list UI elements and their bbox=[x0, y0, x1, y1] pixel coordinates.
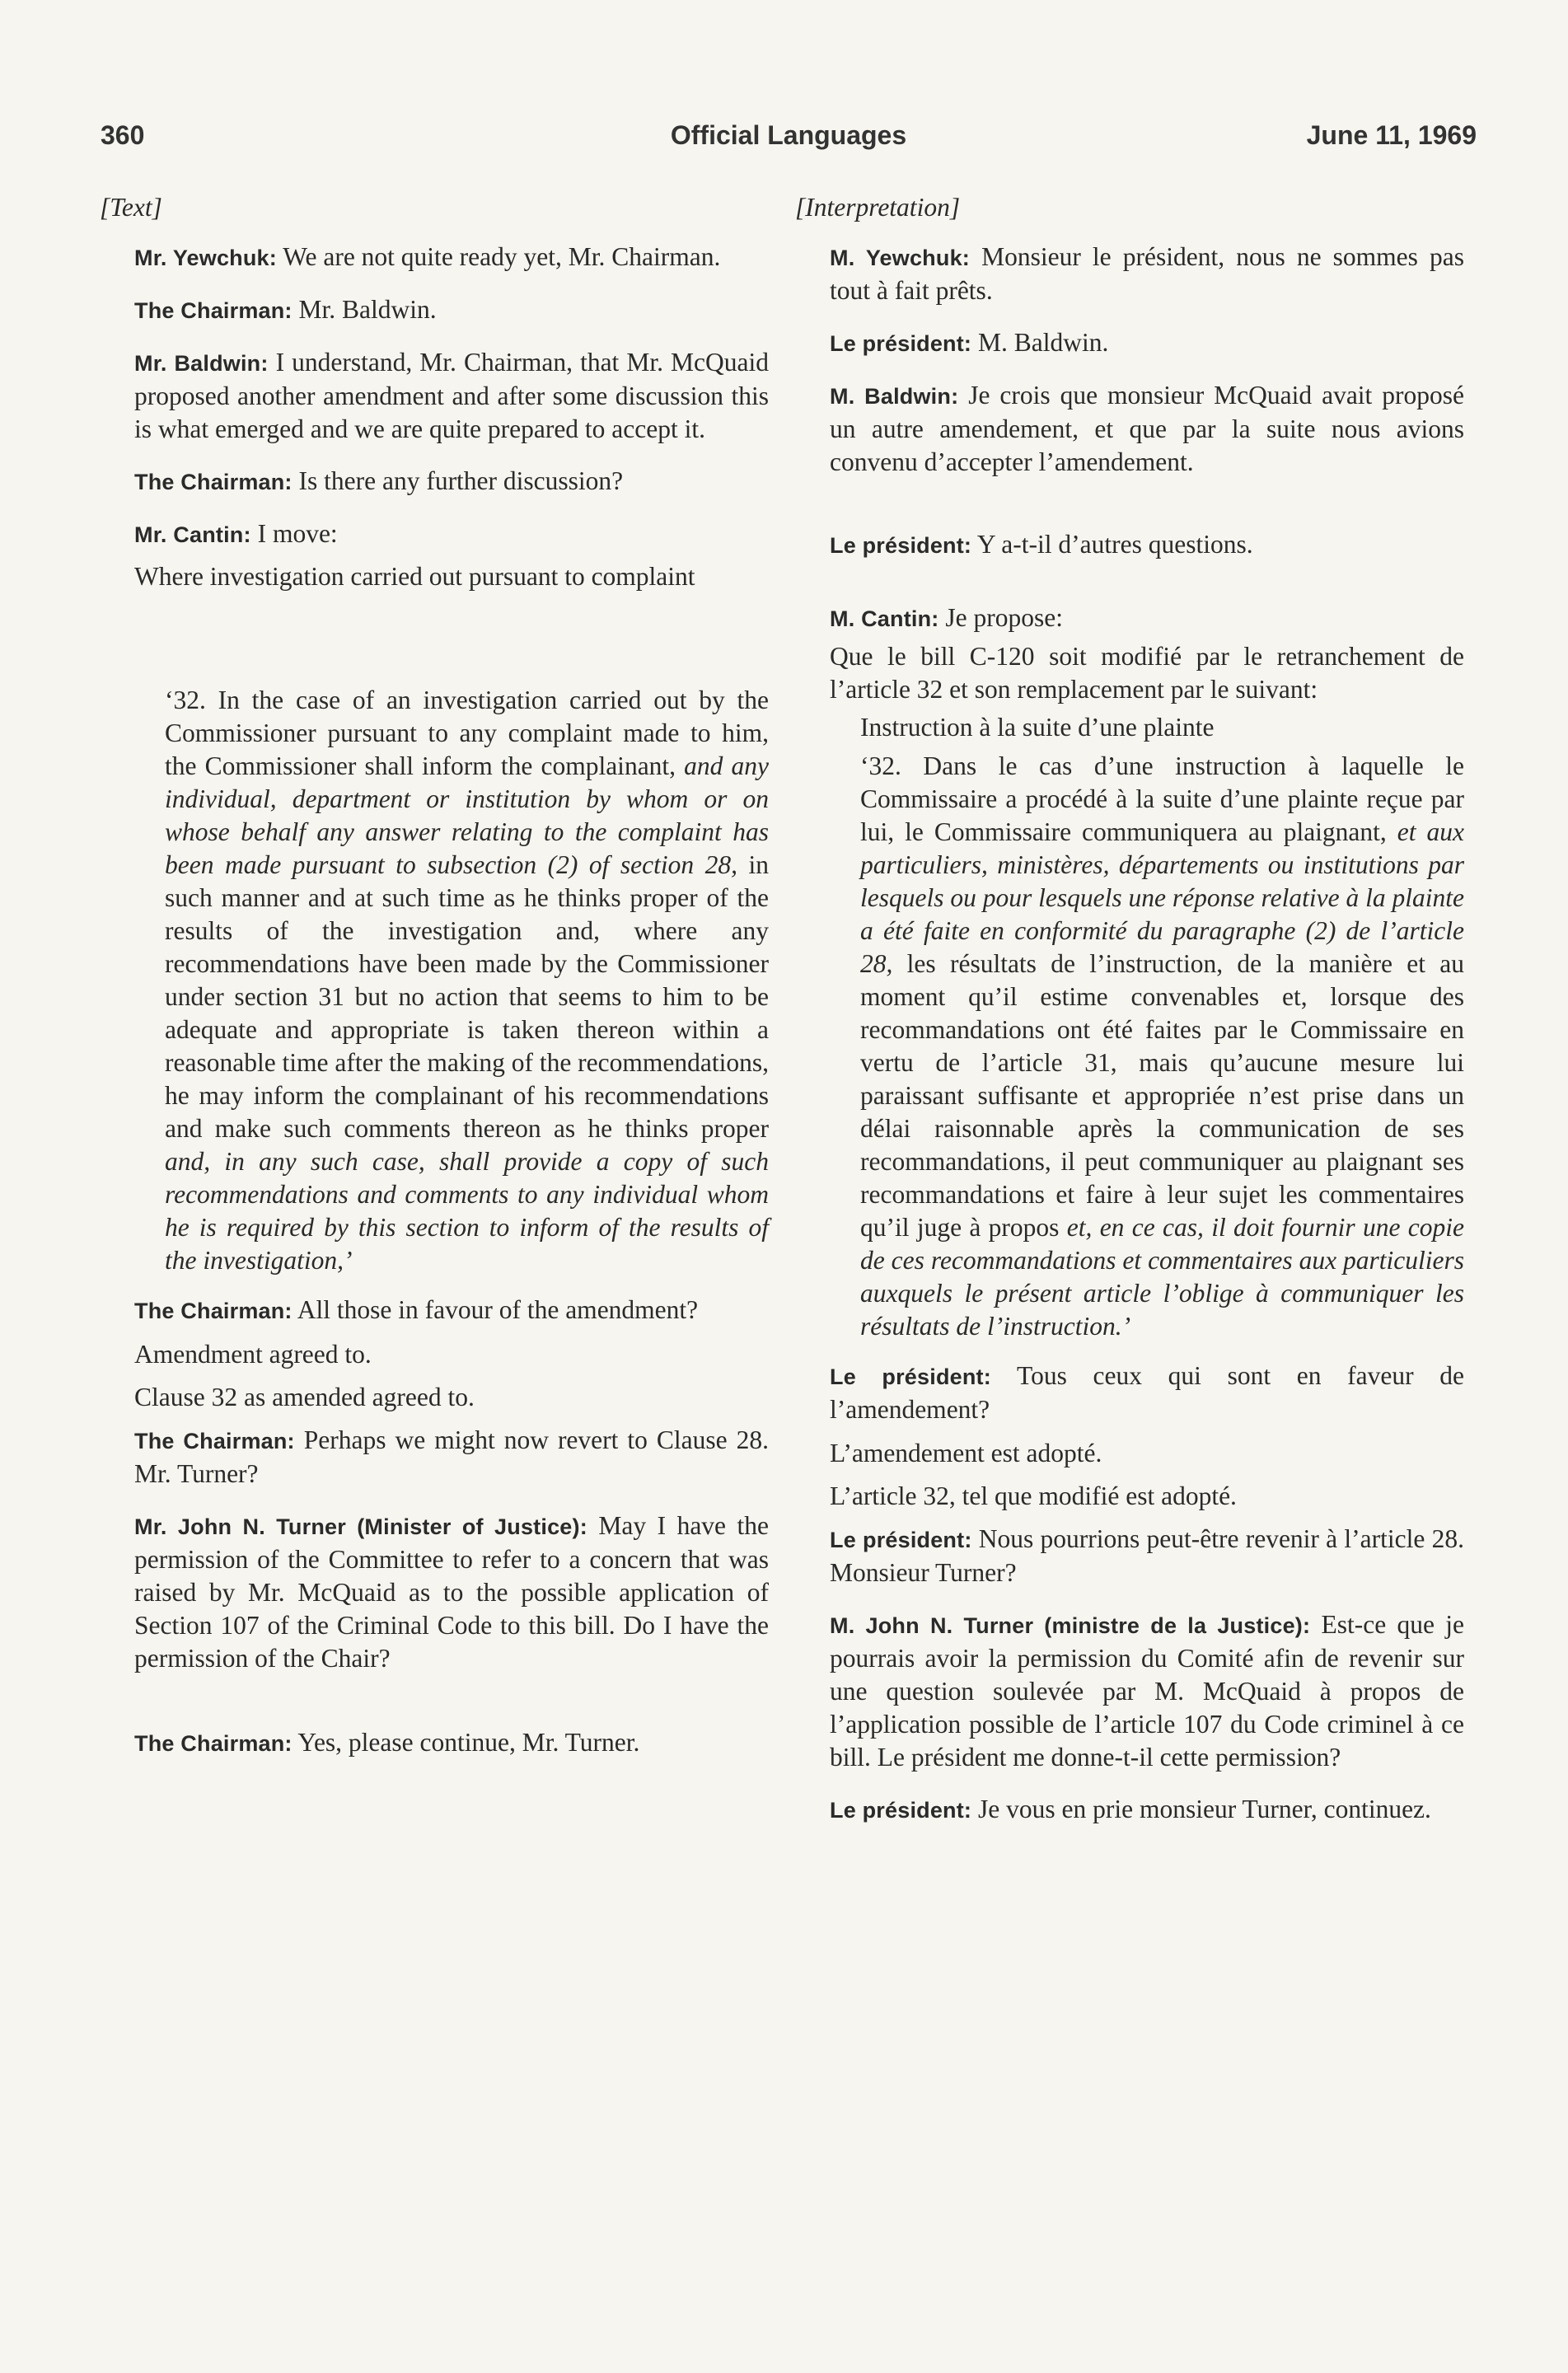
speaker-name: Le président: bbox=[830, 1528, 972, 1552]
speaker-name: M. John N. Turner (ministre de la Justice): bbox=[830, 1613, 1311, 1638]
speech-turner: Mr. John N. Turner (Minister of Justice): May I have the permission of the Committee to refer to a concern that was raised by Mr. McQuaid as to the possible application of Section 107 of the Criminal Code to this bill. Do I have the permission of the Chair? bbox=[134, 1511, 769, 1673]
speaker-name: The Chairman: bbox=[134, 470, 293, 494]
english-column bbox=[100, 191, 769, 1760]
speech-yewchuk-fr: M. Yewchuk: Monsieur le président, nous ne sommes pas tout à fait prêts. bbox=[830, 242, 1464, 305]
page-number: 360 bbox=[101, 120, 145, 150]
clause-heading-fr: Instruction à la suite d’une plainte bbox=[860, 713, 1215, 742]
speaker-name: M. Yewchuk: bbox=[830, 246, 970, 270]
speaker-name: M. Baldwin: bbox=[830, 384, 959, 409]
speaker-name: Le président: bbox=[830, 533, 972, 558]
speaker-name: The Chairman: bbox=[134, 1429, 295, 1453]
speech-president-2: Le président: Y a-t-il d’autres questions. bbox=[830, 530, 1253, 559]
speech-chairman-5: The Chairman: Yes, please continue, Mr. Turner. bbox=[134, 1728, 640, 1757]
speaker-name: The Chairman: bbox=[134, 1299, 293, 1323]
running-head bbox=[101, 120, 1477, 161]
speech-turner-fr: M. John N. Turner (ministre de la Justice): Est-ce que je pourrais avoir la permission du Comité afin de revenir sur une question soulevée par M. McQuaid à propos de l’application possible de l’article 107 du Code criminel à ce bill. Le président me donne-t-il cette permission? bbox=[830, 1610, 1464, 1772]
speaker-name: The Chairman: bbox=[134, 1731, 293, 1756]
speech-yewchuk: Mr. Yewchuk: We are not quite ready yet, Mr. Chairman. bbox=[134, 242, 721, 271]
speaker-name: Mr. John N. Turner (Minister of Justice): bbox=[134, 1514, 587, 1539]
speech-chairman-3: The Chairman: All those in favour of the amendment? bbox=[134, 1295, 699, 1324]
speech-chairman-2: The Chairman: Is there any further discussion? bbox=[134, 466, 624, 495]
speech-president-4: Le président: Nous pourrions peut-être revenir à l’article 28. Monsieur Turner? bbox=[830, 1524, 1464, 1587]
speech-chairman-4: The Chairman: Perhaps we might now revert to Clause 28. Mr. Turner? bbox=[134, 1425, 769, 1488]
result-clause-fr: L’article 32, tel que modifié est adopté. bbox=[830, 1481, 1237, 1510]
clause-32-text-fr: ‘32. Dans le cas d’une instruction à laquelle le Commissaire a procédé à la suite d’une plainte reçue par lui, le Commissaire communiquera au plaignant, et aux particuliers, ministères, départements ou institutions par lesquels ou pour lesquels une réponse relative à la plainte a été faite en conformité du paragraphe (2) de l’article 28, les résultats de l’instruction, de la manière et au moment qu’il estime convenables et, lorsque des recommandations ont été faites par le Commissaire en vertu de l’article 31, mais qu’aucune mesure lui paraissant suffisante et appropriée n’est prise dans un délai raisonnable après la communication de ses recommandations, il peut communiquer au plaignant ses recommandations et faire à leur sujet les commentaires qu’il juge à propos et, en ce cas, il doit fournir une copie de ces recommandations et commentaires aux particuliers auxquels le présent article l’oblige à communiquer les résultats de l’instruction.’ bbox=[860, 751, 1464, 1341]
result-amendment-fr: L’amendement est adopté. bbox=[830, 1439, 1102, 1467]
speaker-name: Le président: bbox=[830, 331, 972, 356]
speaker-name: The Chairman: bbox=[134, 298, 293, 323]
speaker-name: Mr. Cantin: bbox=[134, 522, 251, 547]
page-date: June 11, 1969 bbox=[1306, 120, 1477, 150]
speech-chairman-1: The Chairman: Mr. Baldwin. bbox=[134, 295, 437, 324]
french-column bbox=[795, 191, 1464, 1827]
speaker-name: Mr. Yewchuk: bbox=[134, 246, 277, 270]
speech-baldwin: Mr. Baldwin: I understand, Mr. Chairman, that Mr. McQuaid proposed another amendment and after some discussion this is what emerged and we are quite prepared to accept it. bbox=[134, 348, 769, 443]
text-tag: [Text] bbox=[100, 193, 162, 222]
speech-cantin: Mr. Cantin: I move: bbox=[134, 519, 338, 548]
speech-cantin-fr: M. Cantin: Je propose: bbox=[830, 603, 1063, 632]
result-amendment: Amendment agreed to. bbox=[134, 1340, 372, 1369]
result-clause: Clause 32 as amended agreed to. bbox=[134, 1383, 475, 1411]
speaker-name: M. Cantin: bbox=[830, 606, 939, 631]
clause-32-text: ‘32. In the case of an investigation carried out by the Commissioner pursuant to any complaint made to him, the Commissioner shall inform the complainant, and any individual, department or institution by whom or on whose behalf any answer relating to the complaint has been made pursuant to subsection (2) of section 28, in such manner and at such time as he thinks proper of the results of the investigation and, where any recommendations have been made by the Commissioner under section 31 but no action that seems to him to be adequate and appropriate is taken thereon within a reasonable time after the making of the recommendations, he may inform the complainant of his recommendations and make such comments thereon as he thinks proper and, in any such case, shall provide a copy of such recommendations and comments to any individual whom he is required by this section to inform of the results of the investigation,’ bbox=[165, 686, 769, 1275]
speaker-name: Mr. Baldwin: bbox=[134, 351, 269, 376]
speech-president-5: Le président: Je vous en prie monsieur Turner, continuez. bbox=[830, 1795, 1431, 1823]
interpretation-tag: [Interpretation] bbox=[795, 193, 961, 222]
speech-president-3: Le président: Tous ceux qui sont en faveur de l’amendement? bbox=[830, 1361, 1464, 1424]
speaker-name: Le président: bbox=[830, 1364, 991, 1389]
speaker-name: Le président: bbox=[830, 1798, 972, 1823]
speech-president-1: Le président: M. Baldwin. bbox=[830, 328, 1109, 357]
motion-text: Que le bill C-120 soit modifié par le retranchement de l’article 32 et son remplacement par le suivant: bbox=[830, 642, 1464, 704]
clause-heading: Where investigation carried out pursuant to complaint bbox=[134, 562, 695, 591]
page-title: Official Languages bbox=[670, 120, 907, 150]
speech-baldwin-fr: M. Baldwin: Je crois que monsieur McQuaid avait proposé un autre amendement, et que par la suite nous avions convenu d’accepter l’amendement. bbox=[830, 381, 1464, 476]
